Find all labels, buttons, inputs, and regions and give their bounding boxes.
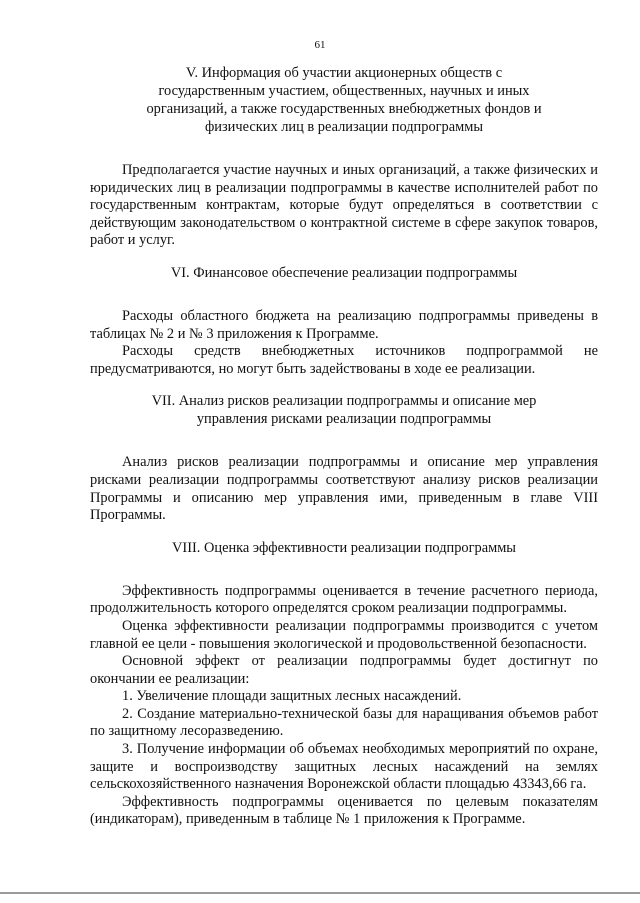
section-heading-5 — [90, 64, 598, 136]
list-item: 2. Создание материально-технической базы для наращивания объемов работ по защитному лесоразведению. — [90, 705, 598, 740]
spacer — [90, 250, 598, 264]
spacer — [90, 150, 598, 162]
page-number: 61 — [314, 39, 326, 51]
section-heading-7 — [90, 392, 598, 428]
section-heading-8 — [90, 539, 598, 557]
spacer — [90, 378, 598, 392]
section-heading-6 — [90, 264, 598, 282]
list-item: 1. Увеличение площади защитных лесных насаждений. — [122, 688, 462, 705]
spacer — [90, 571, 598, 583]
paragraph: Основной эффект от реализации подпрограммы будет достигнут по окончании ее реализации: — [90, 653, 598, 687]
paragraph: Расходы областного бюджета на реализацию подпрограммы приведены в таблицах № 2 и № 3 приложения к Программе. — [90, 307, 598, 342]
heading-line: VIII. Оценка эффективности реализации подпрограммы — [172, 539, 516, 556]
spacer — [90, 296, 598, 308]
heading-line: управления рисками реализации подпрограммы — [196, 411, 492, 428]
paragraph: Эффективность подпрограммы оценивается в течение расчетного периода, продолжительность которого определятся сроком реализации подпрограммы. — [90, 582, 598, 617]
paragraph: Расходы средств внебюджетных источников подпрограммой не предусматриваются, но могут быть задействованы в ходе ее реализации. — [90, 343, 598, 377]
list-item: 3. Получение информации об объемах необходимых мероприятий по охране, защите и воспроизводству защитных лесных насаждений на землях сельскохозяйственного назначения Воронежской области площадью 43343,66 га. — [90, 741, 598, 793]
paragraph: Эффективность подпрограммы оценивается по целевым показателям (индикаторам), приведенным в таблице № 1 приложения к Программе. — [90, 793, 598, 828]
heading-line: физических лиц в реализации подпрограммы — [204, 119, 484, 135]
spacer — [90, 525, 598, 539]
scan-edge-line — [0, 892, 640, 894]
spacer — [90, 442, 598, 454]
heading-line: VII. Анализ рисков реализации подпрограммы и описание мер — [151, 393, 537, 410]
paragraph: Предполагается участие научных и иных организаций, а также физических и юридических лиц в реализации подпрограммы в качестве исполнителей работ по государственным контрактам, которые будут определяться в соответствии с действующим законодательством о контрактной системе в сфере закупок товаров, работ и услуг. — [90, 162, 598, 249]
paragraph: Оценка эффективности реализации подпрограммы производится с учетом главной ее цели - повышения экологической и продовольственной безопасности. — [90, 617, 598, 652]
paragraph: Анализ рисков реализации подпрограммы и описание мер управления рисками реализации подпрограммы соответствуют анализу рисков реализации Программы и описанию мер управления ими, приведенным в главе VIII Программы. — [90, 454, 598, 524]
heading-line: организаций, а также государственных внебюджетных фондов и — [146, 101, 542, 117]
heading-line: VI. Финансовое обеспечение реализации подпрограммы — [170, 264, 518, 281]
document-body — [90, 64, 598, 829]
heading-line: V. Информация об участии акционерных обществ с — [185, 65, 503, 81]
heading-line: государственным участием, общественных, научных и иных — [158, 83, 530, 99]
